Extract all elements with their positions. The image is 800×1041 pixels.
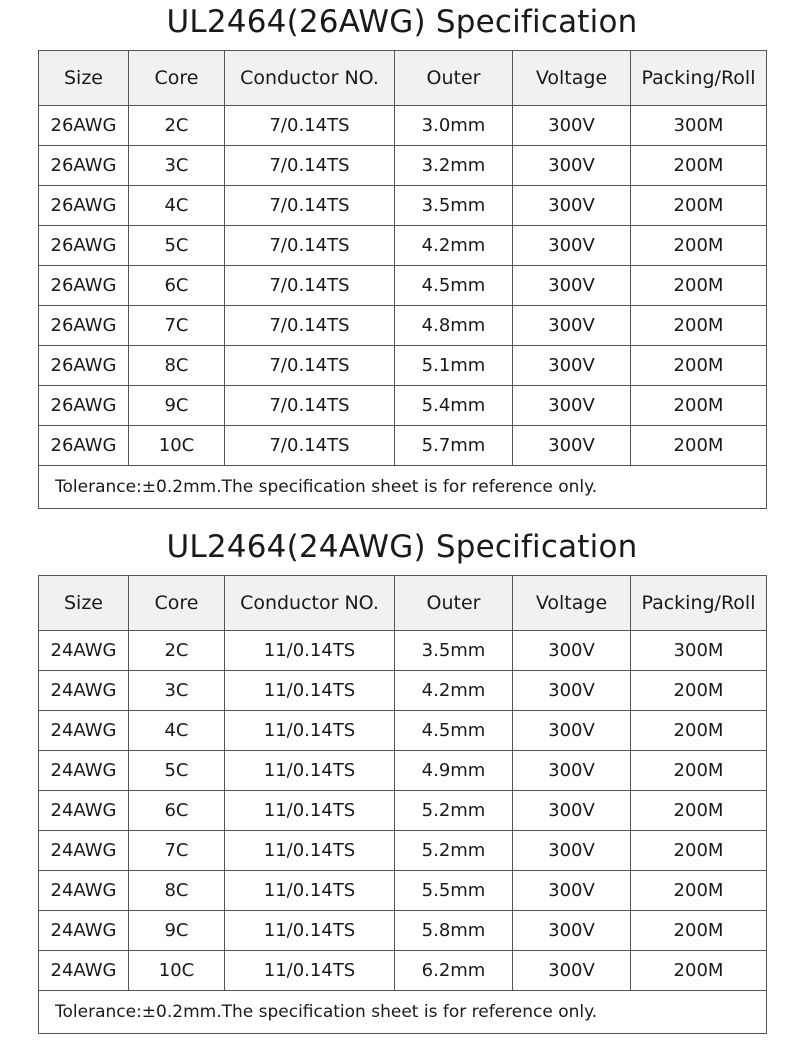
cell-voltage: 300V	[513, 831, 631, 871]
cell-core: 5C	[129, 226, 225, 266]
cell-conductor: 11/0.14TS	[225, 671, 395, 711]
cell-core: 4C	[129, 186, 225, 226]
cell-size: 24AWG	[39, 871, 129, 911]
cell-voltage: 300V	[513, 791, 631, 831]
cell-size: 26AWG	[39, 266, 129, 306]
tolerance-note: Tolerance:±0.2mm.The specification sheet is for reference only.	[39, 466, 767, 509]
table-row	[39, 106, 767, 146]
cell-size: 26AWG	[39, 226, 129, 266]
cell-packing: 300M	[631, 631, 767, 671]
cell-outer: 3.0mm	[395, 106, 513, 146]
table-row	[39, 146, 767, 186]
header-voltage: Voltage	[513, 576, 631, 631]
cell-packing: 200M	[631, 226, 767, 266]
cell-packing: 200M	[631, 386, 767, 426]
cell-conductor: 11/0.14TS	[225, 631, 395, 671]
cell-voltage: 300V	[513, 671, 631, 711]
spec-title: UL2464(24AWG) Specification	[166, 529, 638, 565]
cell-conductor: 11/0.14TS	[225, 871, 395, 911]
cell-outer: 5.8mm	[395, 911, 513, 951]
cell-size: 24AWG	[39, 911, 129, 951]
cell-conductor: 7/0.14TS	[225, 426, 395, 466]
cell-outer: 3.2mm	[395, 146, 513, 186]
cell-core: 2C	[129, 106, 225, 146]
cell-conductor: 11/0.14TS	[225, 911, 395, 951]
table-row	[39, 671, 767, 711]
cell-packing: 200M	[631, 911, 767, 951]
table-row	[39, 711, 767, 751]
table-row	[39, 631, 767, 671]
cell-outer: 4.5mm	[395, 266, 513, 306]
table-header-row	[39, 576, 767, 631]
cell-size: 24AWG	[39, 751, 129, 791]
table-row	[39, 266, 767, 306]
cell-outer: 4.8mm	[395, 306, 513, 346]
table-row	[39, 951, 767, 991]
cell-outer: 5.7mm	[395, 426, 513, 466]
cell-outer: 5.1mm	[395, 346, 513, 386]
cell-packing: 200M	[631, 831, 767, 871]
cell-core: 3C	[129, 671, 225, 711]
cell-outer: 5.5mm	[395, 871, 513, 911]
cell-outer: 6.2mm	[395, 951, 513, 991]
cell-conductor: 11/0.14TS	[225, 711, 395, 751]
cell-packing: 200M	[631, 751, 767, 791]
cell-voltage: 300V	[513, 226, 631, 266]
cell-packing: 200M	[631, 186, 767, 226]
table-row	[39, 871, 767, 911]
cell-core: 9C	[129, 386, 225, 426]
cell-core: 8C	[129, 871, 225, 911]
cell-core: 8C	[129, 346, 225, 386]
cell-packing: 200M	[631, 671, 767, 711]
cell-voltage: 300V	[513, 186, 631, 226]
cell-size: 26AWG	[39, 186, 129, 226]
cell-size: 24AWG	[39, 711, 129, 751]
cell-core: 10C	[129, 951, 225, 991]
cell-voltage: 300V	[513, 711, 631, 751]
header-outer: Outer	[395, 576, 513, 631]
cell-conductor: 7/0.14TS	[225, 306, 395, 346]
cell-conductor: 7/0.14TS	[225, 266, 395, 306]
cell-conductor: 11/0.14TS	[225, 951, 395, 991]
table-row	[39, 306, 767, 346]
cell-outer: 5.2mm	[395, 791, 513, 831]
cell-outer: 5.2mm	[395, 831, 513, 871]
cell-conductor: 7/0.14TS	[225, 346, 395, 386]
cell-packing: 200M	[631, 306, 767, 346]
cell-core: 3C	[129, 146, 225, 186]
cell-core: 5C	[129, 751, 225, 791]
cell-size: 24AWG	[39, 671, 129, 711]
cell-voltage: 300V	[513, 346, 631, 386]
cell-outer: 4.5mm	[395, 711, 513, 751]
cell-size: 26AWG	[39, 346, 129, 386]
cell-voltage: 300V	[513, 106, 631, 146]
cell-voltage: 300V	[513, 146, 631, 186]
cell-size: 24AWG	[39, 631, 129, 671]
header-size: Size	[39, 576, 129, 631]
header-core: Core	[129, 576, 225, 631]
cell-size: 26AWG	[39, 426, 129, 466]
cell-core: 4C	[129, 711, 225, 751]
table-row	[39, 386, 767, 426]
table-row	[39, 751, 767, 791]
header-voltage: Voltage	[513, 51, 631, 106]
table-header-row	[39, 51, 767, 106]
cell-size: 24AWG	[39, 951, 129, 991]
cell-size: 26AWG	[39, 146, 129, 186]
cell-voltage: 300V	[513, 631, 631, 671]
spec-table	[38, 50, 767, 509]
cell-size: 26AWG	[39, 386, 129, 426]
cell-packing: 200M	[631, 346, 767, 386]
cell-packing: 200M	[631, 426, 767, 466]
cell-outer: 5.4mm	[395, 386, 513, 426]
cell-packing: 200M	[631, 146, 767, 186]
cell-voltage: 300V	[513, 911, 631, 951]
header-size: Size	[39, 51, 129, 106]
cell-voltage: 300V	[513, 386, 631, 426]
table-row	[39, 186, 767, 226]
header-outer: Outer	[395, 51, 513, 106]
cell-core: 7C	[129, 831, 225, 871]
header-packing: Packing/Roll	[631, 51, 767, 106]
cell-conductor: 7/0.14TS	[225, 226, 395, 266]
cell-core: 9C	[129, 911, 225, 951]
spec-table	[38, 575, 767, 1034]
header-conductor: Conductor NO.	[225, 576, 395, 631]
cell-packing: 200M	[631, 791, 767, 831]
cell-outer: 3.5mm	[395, 631, 513, 671]
tolerance-note: Tolerance:±0.2mm.The specification sheet is for reference only.	[39, 991, 767, 1034]
cell-packing: 300M	[631, 106, 767, 146]
header-core: Core	[129, 51, 225, 106]
cell-voltage: 300V	[513, 426, 631, 466]
table-row	[39, 791, 767, 831]
cell-conductor: 11/0.14TS	[225, 791, 395, 831]
cell-packing: 200M	[631, 711, 767, 751]
cell-conductor: 11/0.14TS	[225, 831, 395, 871]
cell-core: 7C	[129, 306, 225, 346]
cell-core: 6C	[129, 266, 225, 306]
cell-outer: 4.2mm	[395, 671, 513, 711]
table-row	[39, 831, 767, 871]
spec-title: UL2464(26AWG) Specification	[166, 4, 638, 40]
cell-voltage: 300V	[513, 871, 631, 911]
cell-voltage: 300V	[513, 266, 631, 306]
header-packing: Packing/Roll	[631, 576, 767, 631]
cell-packing: 200M	[631, 266, 767, 306]
table-row	[39, 226, 767, 266]
cell-size: 24AWG	[39, 831, 129, 871]
cell-conductor: 7/0.14TS	[225, 106, 395, 146]
cell-conductor: 11/0.14TS	[225, 751, 395, 791]
table-row	[39, 346, 767, 386]
cell-outer: 4.2mm	[395, 226, 513, 266]
cell-voltage: 300V	[513, 306, 631, 346]
cell-voltage: 300V	[513, 951, 631, 991]
table-row	[39, 911, 767, 951]
cell-outer: 3.5mm	[395, 186, 513, 226]
header-conductor: Conductor NO.	[225, 51, 395, 106]
cell-size: 26AWG	[39, 106, 129, 146]
cell-size: 26AWG	[39, 306, 129, 346]
cell-voltage: 300V	[513, 751, 631, 791]
cell-packing: 200M	[631, 951, 767, 991]
cell-outer: 4.9mm	[395, 751, 513, 791]
cell-conductor: 7/0.14TS	[225, 146, 395, 186]
cell-packing: 200M	[631, 871, 767, 911]
cell-conductor: 7/0.14TS	[225, 186, 395, 226]
cell-core: 6C	[129, 791, 225, 831]
table-note-row	[39, 991, 767, 1034]
table-note-row	[39, 466, 767, 509]
cell-core: 10C	[129, 426, 225, 466]
table-row	[39, 426, 767, 466]
cell-core: 2C	[129, 631, 225, 671]
cell-size: 24AWG	[39, 791, 129, 831]
cell-conductor: 7/0.14TS	[225, 386, 395, 426]
